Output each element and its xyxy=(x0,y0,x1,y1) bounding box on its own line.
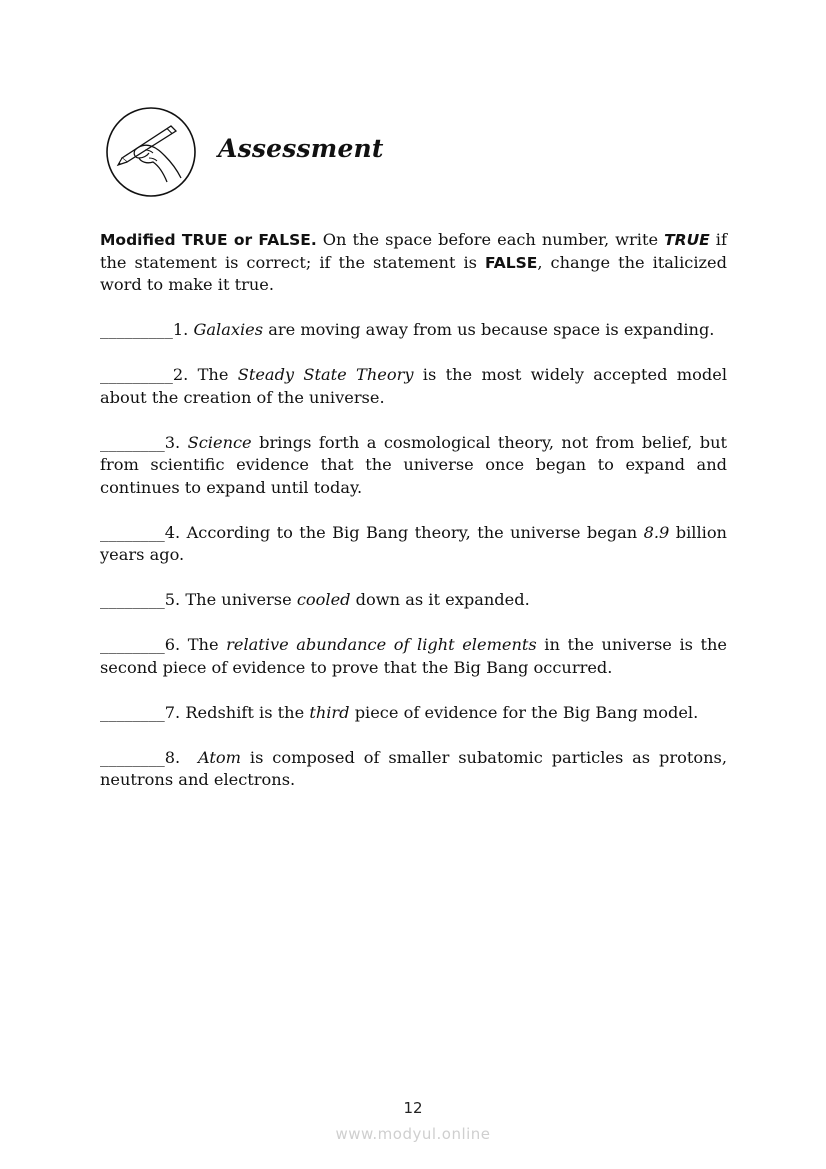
italic-term: cooled xyxy=(296,590,351,609)
italic-term: third xyxy=(309,702,350,722)
item-text: piece of evidence for the Big Bang model. xyxy=(349,702,699,722)
item-text xyxy=(180,748,198,767)
item-number: 3. xyxy=(164,432,181,452)
item-number: 5. xyxy=(164,590,181,609)
item-text: The universe xyxy=(180,590,297,609)
page-number: 12 xyxy=(403,1099,423,1117)
instructions xyxy=(100,229,727,297)
item-text: are moving away from us because space is expanding. xyxy=(263,320,715,339)
instructions-false-word: FALSE xyxy=(484,253,538,272)
page-title: Assessment xyxy=(218,134,384,163)
item-number: 6. xyxy=(164,635,181,654)
instructions-part1: On the space before each number, write xyxy=(316,230,665,249)
item-text: down as it expanded. xyxy=(350,590,530,609)
list-item xyxy=(100,364,727,409)
italic-term: 8.9 xyxy=(643,522,670,542)
italic-term: relative abundance of light elements xyxy=(226,635,537,654)
instructions-lead: Modified TRUE or FALSE. xyxy=(100,231,317,249)
answer-blank[interactable]: ________ xyxy=(100,432,165,452)
item-number: 8. xyxy=(164,747,181,767)
instructions-part3: , change the italicized word to make it true. xyxy=(100,252,727,294)
item-text: is composed of smaller subatomic particles as protons, neutrons and electrons. xyxy=(100,747,727,789)
item-number: 7. xyxy=(164,702,181,722)
italic-term: Galaxies xyxy=(193,320,264,339)
answer-blank[interactable]: ________ xyxy=(100,590,165,609)
list-item xyxy=(100,522,727,567)
item-text: The xyxy=(180,635,227,654)
list-item xyxy=(100,319,727,342)
answer-blank[interactable]: _________ xyxy=(100,320,173,339)
instructions-true-word: TRUE xyxy=(664,231,710,249)
instructions-part2: if the statement is correct; if the statement is xyxy=(100,230,727,272)
watermark: www.modyul.online xyxy=(335,1125,491,1143)
item-text: Redshift is the xyxy=(180,702,310,722)
item-text: The xyxy=(188,365,238,384)
item-number: 4. xyxy=(164,522,181,542)
answer-blank[interactable]: ________ xyxy=(100,522,165,542)
italic-term: Steady State Theory xyxy=(237,365,414,384)
list-item xyxy=(100,634,727,679)
answer-blank[interactable]: ________ xyxy=(100,747,165,767)
item-text: billion years ago. xyxy=(100,522,727,564)
item-text: brings forth a cosmological theory, not from belief, but from scientific evidence that the universe once began to expand and continues to expand until today. xyxy=(100,432,727,497)
item-text: According to the Big Bang theory, the universe began xyxy=(180,522,644,542)
assessment-content xyxy=(100,229,727,814)
item-text: is the most widely accepted model about the creation of the universe. xyxy=(100,365,727,407)
item-number: 1. xyxy=(172,320,189,339)
italic-term: Science xyxy=(187,432,252,452)
list-item xyxy=(100,589,727,612)
item-number: 2. xyxy=(172,365,189,384)
hand-writing-pencil-icon xyxy=(105,106,197,198)
answer-blank[interactable]: _________ xyxy=(100,365,173,384)
answer-blank[interactable]: ________ xyxy=(100,702,165,722)
list-item xyxy=(100,747,727,792)
item-text xyxy=(180,433,187,452)
list-item xyxy=(100,432,727,500)
item-text: in the universe is the second piece of evidence to prove that the Big Bang occurred. xyxy=(100,635,727,677)
answer-blank[interactable]: ________ xyxy=(100,635,165,654)
list-item xyxy=(100,702,727,725)
italic-term: Atom xyxy=(198,747,242,767)
